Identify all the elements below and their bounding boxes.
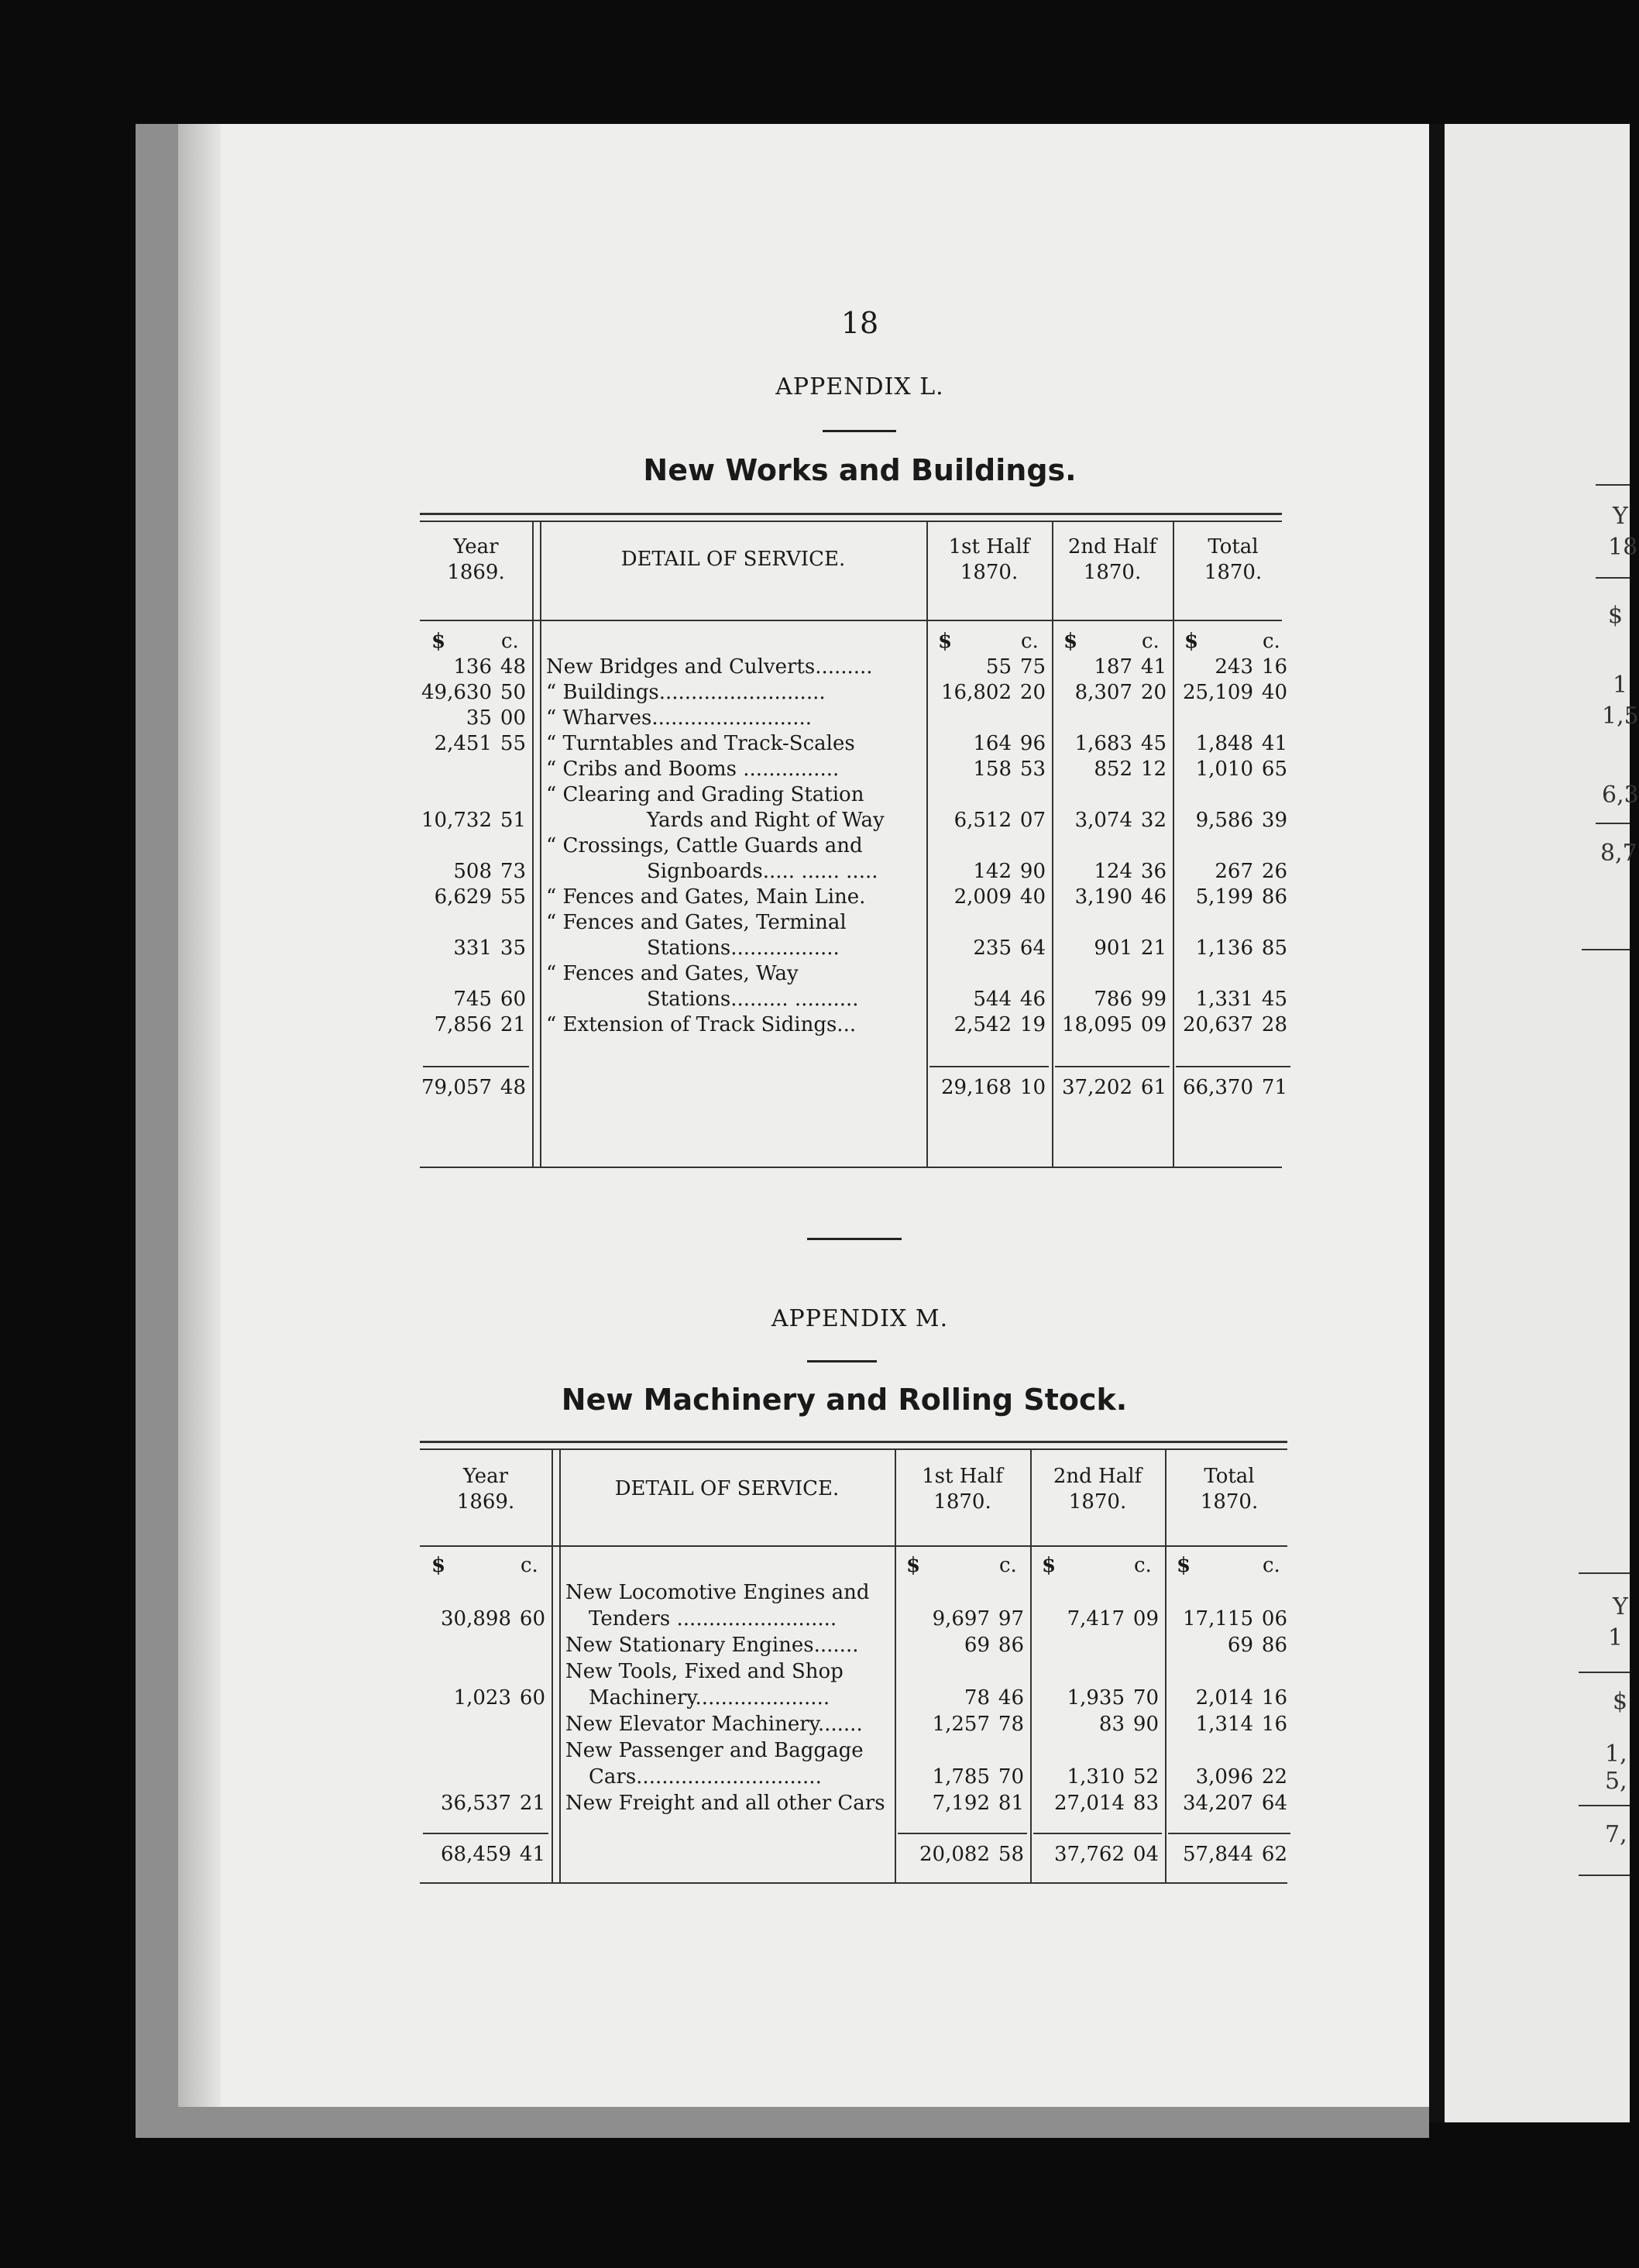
- detail-of-service: “ Crossings, Cattle Guards and: [546, 834, 863, 857]
- facing-page-fragment: Y: [1613, 1593, 1628, 1620]
- second-half-1870-dollars: 7,417: [1067, 1607, 1125, 1631]
- year-1869-dollars: 331: [453, 936, 492, 960]
- column-divider: [926, 522, 928, 1167]
- cents-unit: c.: [501, 630, 519, 653]
- detail-of-service: “ Buildings..........................: [546, 681, 826, 704]
- detail-of-service: New Tools, Fixed and Shop: [565, 1660, 844, 1683]
- second-half-1870-dollars: 1,683: [1074, 732, 1132, 755]
- dollar-unit: $: [1042, 1554, 1057, 1577]
- detail-of-service: Machinery.....................: [589, 1686, 830, 1710]
- year-1869-dollars: 508: [453, 860, 492, 883]
- second-half-1870-dollars: 124: [1094, 860, 1132, 883]
- second-half-1870-dollars: 1,310: [1067, 1765, 1125, 1789]
- second-half-1870-dollars: 8,307: [1074, 681, 1132, 704]
- column-divider: [1173, 522, 1174, 1167]
- column-divider: [540, 522, 541, 1167]
- column-divider: [532, 522, 534, 1167]
- year-1869-cents: 48: [500, 655, 526, 679]
- first-half-1870-cents: 53: [1019, 758, 1046, 781]
- detail-of-service: Tenders .........................: [589, 1607, 837, 1631]
- page-binding-shadow: [178, 124, 221, 2107]
- table-top-rule: [420, 1448, 1287, 1450]
- appendix-l-label: APPENDIX L.: [775, 373, 944, 400]
- year-1869-cents: 51: [500, 809, 526, 832]
- total-1870-dollars: 267: [1215, 860, 1253, 883]
- total-1870-dollars: 2,014: [1195, 1686, 1253, 1710]
- section-divider: [807, 1238, 902, 1240]
- total-1870-dollars: 1,331: [1195, 988, 1253, 1011]
- total-1870-cents: 28: [1261, 1013, 1287, 1036]
- dollar-unit: $: [431, 630, 446, 653]
- year-1869-dollars: 10,732: [421, 809, 492, 832]
- first-half-1870-cents: 20: [1019, 681, 1046, 704]
- cents-unit: c.: [1021, 630, 1039, 653]
- column-header-first-half: 1st Half 1870.: [922, 1465, 1003, 1514]
- facing-page: [1445, 124, 1630, 2122]
- appendix-l-rule: [823, 430, 896, 432]
- detail-of-service: New Freight and all other Cars: [565, 1792, 885, 1815]
- cents-unit: c.: [1142, 630, 1160, 653]
- year-1869-cents: 35: [500, 936, 526, 960]
- year-1869-cents: 73: [500, 860, 526, 883]
- page-number: 18: [840, 306, 879, 340]
- column-divider: [559, 1450, 561, 1882]
- total-1870-cents: 86: [1261, 885, 1287, 909]
- facing-page-fragment: 7,: [1605, 1821, 1627, 1848]
- header-rule: [420, 1545, 1287, 1547]
- facing-page-rule: [1579, 1805, 1630, 1806]
- detail-of-service: New Elevator Machinery.......: [565, 1713, 863, 1736]
- year-1869-dollars: 1,023: [453, 1686, 511, 1710]
- column-header-first-half: 1st Half 1870.: [948, 535, 1030, 584]
- detail-of-service: “ Extension of Track Sidings...: [546, 1013, 857, 1036]
- year-1869-cents: 21: [500, 1013, 526, 1036]
- detail-of-service: New Passenger and Baggage: [565, 1739, 864, 1762]
- first-half-1870-cents: 75: [1019, 655, 1046, 679]
- detail-of-service: “ Clearing and Grading Station: [546, 783, 864, 806]
- total-row-year-1869-dollars: 79,057: [421, 1076, 492, 1099]
- total-1870-cents: 39: [1261, 809, 1287, 832]
- first-half-1870-dollars: 7,192: [932, 1792, 990, 1815]
- total-1870-cents: 16: [1261, 1713, 1287, 1736]
- total-1870-dollars: 34,207: [1183, 1792, 1253, 1815]
- total-row-first-half-dollars: 20,082: [919, 1843, 990, 1866]
- first-half-1870-dollars: 235: [973, 936, 1012, 960]
- total-1870-cents: 16: [1261, 655, 1287, 679]
- total-1870-cents: 06: [1261, 1607, 1287, 1631]
- second-half-1870-cents: 46: [1140, 885, 1167, 909]
- second-half-1870-dollars: 187: [1094, 655, 1132, 679]
- first-half-1870-dollars: 164: [973, 732, 1012, 755]
- second-half-1870-cents: 09: [1140, 1013, 1167, 1036]
- second-half-1870-cents: 83: [1132, 1792, 1159, 1815]
- detail-of-service: “ Fences and Gates, Main Line.: [546, 885, 866, 909]
- facing-page-fragment: 6,3: [1602, 782, 1639, 809]
- year-1869-dollars: 49,630: [421, 681, 492, 704]
- first-half-1870-dollars: 6,512: [954, 809, 1012, 832]
- facing-page-rule: [1596, 484, 1630, 486]
- second-half-1870-dollars: 18,095: [1062, 1013, 1132, 1036]
- total-row-second-half-cents: 04: [1132, 1843, 1159, 1866]
- sum-rule: [1055, 1066, 1170, 1067]
- total-1870-dollars: 1,010: [1195, 758, 1253, 781]
- book-gutter: [1429, 124, 1445, 2122]
- facing-page-fragment: 1,5: [1602, 703, 1639, 730]
- facing-page-fragment: 5,: [1605, 1768, 1627, 1795]
- sum-rule: [1176, 1066, 1290, 1067]
- column-header-second-half: 2nd Half 1870.: [1067, 535, 1157, 584]
- year-1869-cents: 50: [500, 681, 526, 704]
- total-1870-dollars: 3,096: [1195, 1765, 1253, 1789]
- facing-page-fragment: 1: [1613, 672, 1628, 699]
- detail-of-service: “ Cribs and Booms ...............: [546, 758, 840, 781]
- facing-page-rule: [1596, 823, 1630, 824]
- cents-unit: c.: [1263, 630, 1280, 653]
- second-half-1870-cents: 99: [1140, 988, 1167, 1011]
- second-half-1870-cents: 52: [1132, 1765, 1159, 1789]
- table-bottom-rule: [420, 1882, 1287, 1884]
- total-1870-cents: 26: [1261, 860, 1287, 883]
- first-half-1870-cents: 90: [1019, 860, 1046, 883]
- year-1869-dollars: 7,856: [434, 1013, 492, 1036]
- first-half-1870-cents: 78: [998, 1713, 1024, 1736]
- sum-rule: [1168, 1833, 1290, 1834]
- facing-page-rule: [1596, 577, 1630, 579]
- facing-page-fragment: 1: [1608, 1624, 1624, 1651]
- second-half-1870-cents: 45: [1140, 732, 1167, 755]
- total-1870-cents: 22: [1261, 1765, 1287, 1789]
- dollar-unit: $: [1184, 630, 1199, 653]
- facing-page-rule: [1579, 1572, 1630, 1574]
- cents-unit: c.: [999, 1554, 1017, 1577]
- detail-of-service: Stations......... ..........: [647, 988, 859, 1011]
- detail-of-service: New Locomotive Engines and: [565, 1581, 870, 1604]
- column-header-year: Year 1869.: [456, 1465, 515, 1514]
- table-top-rule: [420, 521, 1282, 522]
- sum-rule: [898, 1833, 1027, 1834]
- year-1869-dollars: 30,898: [441, 1607, 511, 1631]
- dollar-unit: $: [1063, 630, 1078, 653]
- total-1870-dollars: 20,637: [1183, 1013, 1253, 1036]
- total-1870-dollars: 9,586: [1195, 809, 1253, 832]
- second-half-1870-cents: 20: [1140, 681, 1167, 704]
- second-half-1870-cents: 70: [1132, 1686, 1159, 1710]
- column-header-total: Total 1870.: [1200, 1465, 1259, 1514]
- first-half-1870-dollars: 142: [973, 860, 1012, 883]
- first-half-1870-dollars: 69: [964, 1634, 990, 1657]
- facing-page-fragment: 1,: [1605, 1741, 1627, 1768]
- second-half-1870-dollars: 3,190: [1074, 885, 1132, 909]
- year-1869-dollars: 6,629: [434, 885, 492, 909]
- second-half-1870-cents: 36: [1140, 860, 1167, 883]
- first-half-1870-cents: 96: [1019, 732, 1046, 755]
- detail-of-service: “ Wharves.........................: [546, 706, 812, 730]
- first-half-1870-dollars: 544: [973, 988, 1012, 1011]
- total-1870-dollars: 1,848: [1195, 732, 1253, 755]
- total-row-total-dollars: 66,370: [1183, 1076, 1253, 1099]
- dollar-unit: $: [431, 1554, 446, 1577]
- dollar-unit: $: [1177, 1554, 1191, 1577]
- detail-of-service: “ Fences and Gates, Terminal: [546, 911, 847, 934]
- facing-page-rule: [1582, 949, 1630, 950]
- total-row-total-cents: 71: [1261, 1076, 1287, 1099]
- first-half-1870-cents: 07: [1019, 809, 1046, 832]
- total-1870-cents: 40: [1261, 681, 1287, 704]
- year-1869-cents: 21: [519, 1792, 545, 1815]
- second-half-1870-cents: 09: [1132, 1607, 1159, 1631]
- second-half-1870-dollars: 27,014: [1054, 1792, 1125, 1815]
- total-row-total-dollars: 57,844: [1183, 1843, 1253, 1866]
- first-half-1870-cents: 46: [998, 1686, 1024, 1710]
- year-1869-cents: 55: [500, 732, 526, 755]
- first-half-1870-dollars: 158: [973, 758, 1012, 781]
- first-half-1870-dollars: 16,802: [941, 681, 1012, 704]
- facing-page-rule: [1579, 1672, 1630, 1673]
- dollar-unit: $: [938, 630, 953, 653]
- first-half-1870-cents: 70: [998, 1765, 1024, 1789]
- second-half-1870-cents: 12: [1140, 758, 1167, 781]
- year-1869-cents: 55: [500, 885, 526, 909]
- appendix-m-label: APPENDIX M.: [771, 1305, 949, 1332]
- total-row-second-half-dollars: 37,202: [1062, 1076, 1132, 1099]
- first-half-1870-dollars: 55: [985, 655, 1012, 679]
- facing-page-fragment: $: [1608, 602, 1624, 629]
- detail-of-service: “ Turntables and Track-Scales: [546, 732, 855, 755]
- first-half-1870-cents: 97: [998, 1607, 1024, 1631]
- detail-of-service: Yards and Right of Way: [647, 809, 885, 832]
- year-1869-dollars: 35: [466, 706, 492, 730]
- column-header-second-half: 2nd Half 1870.: [1053, 1465, 1142, 1514]
- detail-of-service: Cars.............................: [589, 1765, 822, 1789]
- cents-unit: c.: [1134, 1554, 1152, 1577]
- first-half-1870-cents: 81: [998, 1792, 1024, 1815]
- first-half-1870-cents: 86: [998, 1634, 1024, 1657]
- second-half-1870-dollars: 901: [1094, 936, 1132, 960]
- total-1870-dollars: 17,115: [1183, 1607, 1253, 1631]
- total-row-first-half-cents: 58: [998, 1843, 1024, 1866]
- total-1870-dollars: 5,199: [1195, 885, 1253, 909]
- sum-rule: [423, 1066, 529, 1067]
- column-header-year: Year 1869.: [447, 535, 505, 584]
- total-1870-dollars: 25,109: [1183, 681, 1253, 704]
- dollar-unit: $: [906, 1554, 921, 1577]
- cents-unit: c.: [521, 1554, 538, 1577]
- second-half-1870-cents: 90: [1132, 1713, 1159, 1736]
- facing-page-fragment: 18: [1608, 534, 1638, 561]
- facing-page-fragment: $: [1613, 1688, 1628, 1715]
- column-divider: [1052, 522, 1053, 1167]
- total-row-year-1869-cents: 41: [519, 1843, 545, 1866]
- total-1870-cents: 85: [1261, 936, 1287, 960]
- first-half-1870-cents: 40: [1019, 885, 1046, 909]
- year-1869-dollars: 36,537: [441, 1792, 511, 1815]
- first-half-1870-cents: 46: [1019, 988, 1046, 1011]
- column-header-detail: DETAIL OF SERVICE.: [614, 1477, 840, 1500]
- second-half-1870-cents: 41: [1140, 655, 1167, 679]
- second-half-1870-dollars: 3,074: [1074, 809, 1132, 832]
- total-1870-cents: 65: [1261, 758, 1287, 781]
- first-half-1870-dollars: 9,697: [932, 1607, 990, 1631]
- first-half-1870-dollars: 78: [964, 1686, 990, 1710]
- total-1870-dollars: 243: [1215, 655, 1253, 679]
- first-half-1870-dollars: 1,257: [932, 1713, 990, 1736]
- total-1870-cents: 64: [1261, 1792, 1287, 1815]
- table-top-rule: [420, 1441, 1287, 1443]
- detail-of-service: “ Fences and Gates, Way: [546, 962, 799, 985]
- year-1869-cents: 00: [500, 706, 526, 730]
- detail-of-service: New Stationary Engines.......: [565, 1634, 859, 1657]
- second-half-1870-cents: 32: [1140, 809, 1167, 832]
- first-half-1870-cents: 64: [1019, 936, 1046, 960]
- header-rule: [420, 620, 1282, 621]
- detail-of-service: Stations.................: [647, 936, 840, 960]
- appendix-m-rule: [807, 1360, 877, 1363]
- appendix-l-title: New Works and Buildings.: [643, 453, 1077, 487]
- first-half-1870-dollars: 1,785: [932, 1765, 990, 1789]
- total-row-first-half-dollars: 29,168: [941, 1076, 1012, 1099]
- year-1869-cents: 60: [519, 1607, 545, 1631]
- first-half-1870-cents: 19: [1019, 1013, 1046, 1036]
- total-1870-cents: 45: [1261, 988, 1287, 1011]
- total-row-year-1869-cents: 48: [500, 1076, 526, 1099]
- total-1870-cents: 41: [1261, 732, 1287, 755]
- column-header-total: Total 1870.: [1204, 535, 1263, 584]
- first-half-1870-dollars: 2,542: [954, 1013, 1012, 1036]
- second-half-1870-cents: 21: [1140, 936, 1167, 960]
- year-1869-dollars: 2,451: [434, 732, 492, 755]
- detail-of-service: New Bridges and Culverts.........: [546, 655, 873, 679]
- column-divider: [551, 1450, 553, 1882]
- total-row-year-1869-dollars: 68,459: [441, 1843, 511, 1866]
- facing-page-fragment: Y: [1613, 503, 1628, 530]
- second-half-1870-dollars: 1,935: [1067, 1686, 1125, 1710]
- total-1870-cents: 86: [1261, 1634, 1287, 1657]
- detail-of-service: Signboards..... ...... .....: [647, 860, 878, 883]
- appendix-m-title: New Machinery and Rolling Stock.: [561, 1383, 1128, 1417]
- year-1869-cents: 60: [500, 988, 526, 1011]
- total-row-first-half-cents: 10: [1019, 1076, 1046, 1099]
- first-half-1870-dollars: 2,009: [954, 885, 1012, 909]
- total-1870-cents: 16: [1261, 1686, 1287, 1710]
- total-1870-dollars: 69: [1227, 1634, 1253, 1657]
- facing-page-fragment: 8,7: [1600, 840, 1637, 867]
- year-1869-dollars: 745: [453, 988, 492, 1011]
- sum-rule: [1033, 1833, 1162, 1834]
- total-1870-dollars: 1,136: [1195, 936, 1253, 960]
- sum-rule: [423, 1833, 548, 1834]
- second-half-1870-dollars: 83: [1098, 1713, 1125, 1736]
- column-header-detail: DETAIL OF SERVICE.: [620, 548, 846, 571]
- table-top-rule: [420, 513, 1282, 515]
- total-row-total-cents: 62: [1261, 1843, 1287, 1866]
- sum-rule: [929, 1066, 1049, 1067]
- facing-page-rule: [1579, 1875, 1630, 1876]
- total-row-second-half-cents: 61: [1140, 1076, 1167, 1099]
- second-half-1870-dollars: 786: [1094, 988, 1132, 1011]
- cents-unit: c.: [1263, 1554, 1280, 1577]
- second-half-1870-dollars: 852: [1094, 758, 1132, 781]
- year-1869-dollars: 136: [453, 655, 492, 679]
- total-1870-dollars: 1,314: [1195, 1713, 1253, 1736]
- year-1869-cents: 60: [519, 1686, 545, 1710]
- total-row-second-half-dollars: 37,762: [1054, 1843, 1125, 1866]
- table-bottom-rule: [420, 1167, 1282, 1168]
